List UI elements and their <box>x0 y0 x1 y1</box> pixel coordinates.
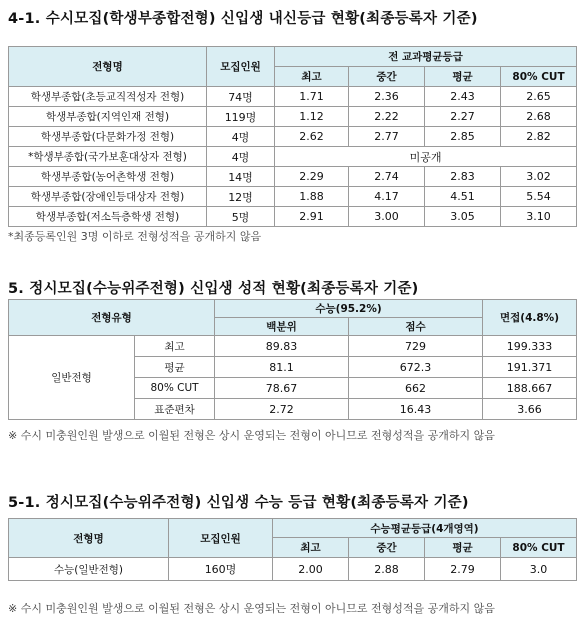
row-avg: 3.05 <box>425 207 501 227</box>
row-count: 4명 <box>207 127 275 147</box>
row-name: 학생부종합(저소득층학생 전형) <box>9 207 207 227</box>
row-interview: 191.371 <box>483 357 577 378</box>
section1-note: *최종등록인원 3명 이하로 전형성적을 공개하지 않음 <box>8 230 262 243</box>
row-avg: 2.43 <box>425 87 501 107</box>
row-percentile: 78.67 <box>215 378 349 399</box>
table-row <box>9 187 577 207</box>
row-interview: 188.667 <box>483 378 577 399</box>
row-max: 2.91 <box>275 207 349 227</box>
row-mid: 2.74 <box>349 167 425 187</box>
group-label: 일반전형 <box>9 336 135 420</box>
table-row <box>9 107 577 127</box>
header-interview: 면접(4.8%) <box>483 300 577 336</box>
row-score: 672.3 <box>349 357 483 378</box>
row-interview: 3.66 <box>483 399 577 420</box>
header-max: 최고 <box>273 538 349 558</box>
row-max: 1.12 <box>275 107 349 127</box>
section3-title: 5-1. 정시모집(수능위주전형) 신입생 수능 등급 현황(최종등록자 기준) <box>8 495 469 511</box>
row-name: 학생부종합(농어촌학생 전형) <box>9 167 207 187</box>
row-cut: 2.65 <box>501 87 577 107</box>
row-cut: 5.54 <box>501 187 577 207</box>
table-row <box>9 127 577 147</box>
row-count: 5명 <box>207 207 275 227</box>
row-score: 729 <box>349 336 483 357</box>
header-group: 수능평균등급(4개영역) <box>273 519 577 538</box>
header-avg: 평균 <box>425 67 501 87</box>
header-cut: 80% CUT <box>501 67 577 87</box>
section2-table <box>8 299 577 420</box>
section1-title: 4-1. 수시모집(학생부종합전형) 신입생 내신등급 현황(최종등록자 기준) <box>8 11 478 27</box>
header-group: 전 교과평균등급 <box>275 47 577 67</box>
row-mid: 2.36 <box>349 87 425 107</box>
header-score: 점수 <box>349 318 483 336</box>
header-count: 모집인원 <box>169 519 273 558</box>
row-score: 662 <box>349 378 483 399</box>
row-count: 74명 <box>207 87 275 107</box>
row-cut: 3.10 <box>501 207 577 227</box>
header-max: 최고 <box>275 67 349 87</box>
header-percentile: 백분위 <box>215 318 349 336</box>
row-name: 학생부종합(다문화가정 전형) <box>9 127 207 147</box>
row-count: 160명 <box>169 558 273 581</box>
row-cut: 3.0 <box>501 558 577 581</box>
row-avg: 2.83 <box>425 167 501 187</box>
row-undisclosed: 미공개 <box>275 147 577 167</box>
row-name: 학생부종합(지역인재 전형) <box>9 107 207 127</box>
row-avg: 2.85 <box>425 127 501 147</box>
table-row <box>9 207 577 227</box>
row-name: 수능(일반전형) <box>9 558 169 581</box>
row-mid: 2.77 <box>349 127 425 147</box>
header-type: 전형유형 <box>9 300 215 336</box>
row-percentile: 2.72 <box>215 399 349 420</box>
header-type: 전형명 <box>9 47 207 87</box>
row-avg: 4.51 <box>425 187 501 207</box>
row-max: 2.29 <box>275 167 349 187</box>
header-avg: 평균 <box>425 538 501 558</box>
row-max: 1.88 <box>275 187 349 207</box>
section3-note: ※ 수시 미충원인원 발생으로 이월된 전형은 상시 운영되는 전형이 아니므로 전형성적을 공개하지 않음 <box>8 602 495 615</box>
row-name: 학생부종합(초등교직적성자 전형) <box>9 87 207 107</box>
row-count: 4명 <box>207 147 275 167</box>
table-row <box>9 558 577 581</box>
row-max: 2.00 <box>273 558 349 581</box>
row-interview: 199.333 <box>483 336 577 357</box>
row-count: 119명 <box>207 107 275 127</box>
row-name: 학생부종합(장애인등대상자 전형) <box>9 187 207 207</box>
table-row <box>9 147 577 167</box>
section2-note: ※ 수시 미충원인원 발생으로 이월된 전형은 상시 운영되는 전형이 아니므로 전형성적을 공개하지 않음 <box>8 429 495 442</box>
header-mid: 중간 <box>349 538 425 558</box>
row-percentile: 81.1 <box>215 357 349 378</box>
section2-title: 5. 정시모집(수능위주전형) 신입생 성적 현황(최종등록자 기준) <box>8 281 419 297</box>
row-avg: 2.79 <box>425 558 501 581</box>
row-name: *학생부종합(국가보훈대상자 전형) <box>9 147 207 167</box>
table-row <box>9 87 577 107</box>
row-mid: 4.17 <box>349 187 425 207</box>
row-count: 14명 <box>207 167 275 187</box>
row-mid: 2.22 <box>349 107 425 127</box>
section3-table <box>8 518 577 581</box>
row-count: 12명 <box>207 187 275 207</box>
table-row <box>9 167 577 187</box>
row-mid: 2.88 <box>349 558 425 581</box>
row-avg: 2.27 <box>425 107 501 127</box>
row-max: 2.62 <box>275 127 349 147</box>
header-count: 모집인원 <box>207 47 275 87</box>
row-cut: 3.02 <box>501 167 577 187</box>
row-cut: 2.68 <box>501 107 577 127</box>
row-score: 16.43 <box>349 399 483 420</box>
section1-table <box>8 46 577 227</box>
row-percentile: 89.83 <box>215 336 349 357</box>
row-label: 표준편차 <box>135 399 215 420</box>
header-mid: 중간 <box>349 67 425 87</box>
row-label: 80% CUT <box>135 378 215 399</box>
row-label: 평균 <box>135 357 215 378</box>
table-row <box>9 336 577 357</box>
row-max: 1.71 <box>275 87 349 107</box>
header-cut: 80% CUT <box>501 538 577 558</box>
header-suneung: 수능(95.2%) <box>215 300 483 318</box>
row-label: 최고 <box>135 336 215 357</box>
header-type: 전형명 <box>9 519 169 558</box>
row-cut: 2.82 <box>501 127 577 147</box>
row-mid: 3.00 <box>349 207 425 227</box>
